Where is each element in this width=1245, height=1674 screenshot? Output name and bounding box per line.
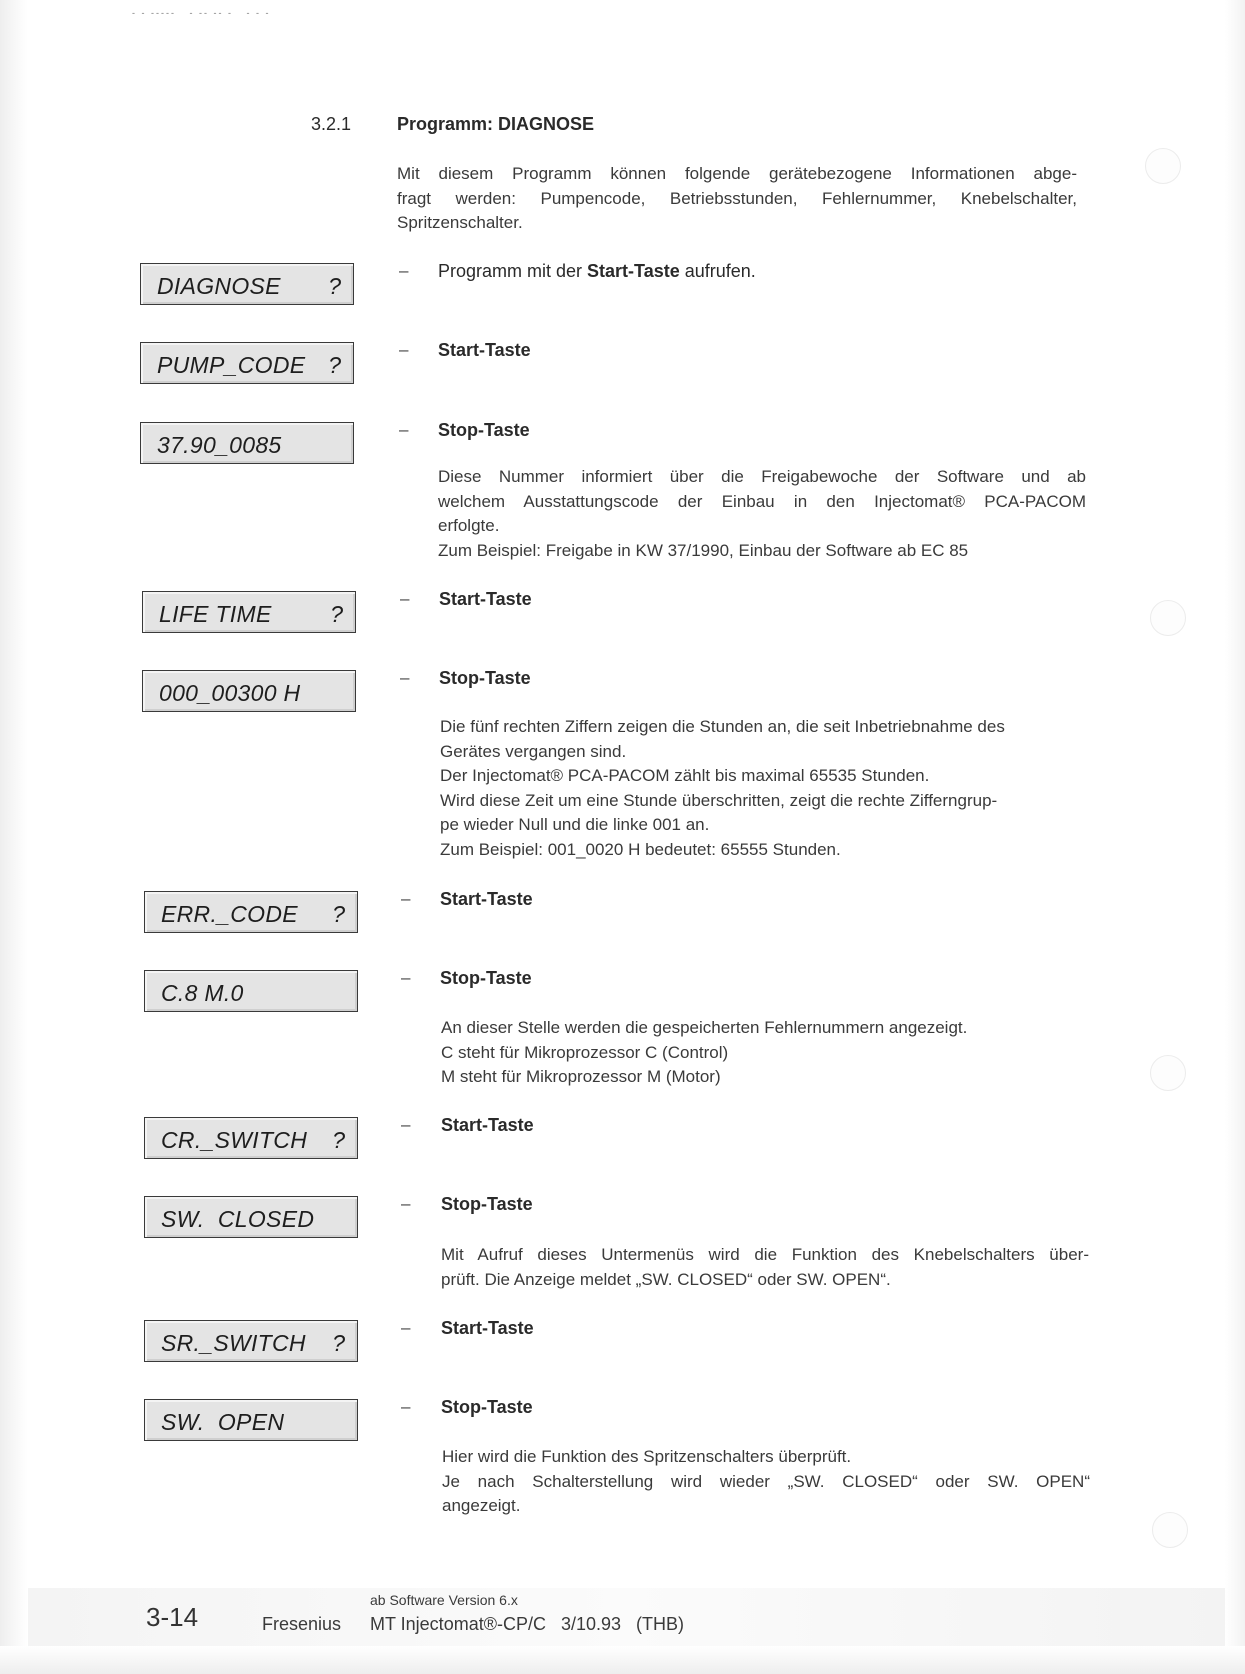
lcd-question-mark: ?: [332, 1330, 345, 1356]
step-instruction: Start-Taste: [438, 340, 531, 360]
footer-document-id: MT Injectomat®-CP/C 3/10.93 (THB): [370, 1614, 685, 1634]
lcd-display: [144, 1320, 358, 1362]
lcd-display: [144, 891, 358, 933]
step-instruction: Start-Taste: [439, 589, 532, 609]
lcd-display: [140, 263, 354, 305]
lcd-display: [144, 1117, 358, 1159]
step-instruction: Start-Taste: [441, 1318, 534, 1338]
step-instruction: Stop-Taste: [441, 1397, 533, 1417]
step-instruction: Start-Taste: [441, 1115, 534, 1135]
page-number: 3-14: [146, 1602, 199, 1632]
lcd-display: [142, 670, 356, 712]
step-instruction: Stop-Taste: [441, 1194, 533, 1214]
scan-shadow-right: [1225, 0, 1245, 1674]
punch-hole-icon: [1145, 148, 1181, 184]
description-paragraph: An dieser Stelle werden die gespeicherten Fehlernummern angezeigt. C steht für Mikroprozessor C (Control) M steht für Mikroprozessor M (Motor): [441, 1018, 968, 1086]
list-dash: –: [401, 1318, 411, 1337]
step-instruction: Stop-Taste: [440, 968, 532, 988]
lcd-display: [144, 1399, 358, 1441]
step-instruction: Programm mit der Start-Taste aufrufen.: [438, 261, 756, 281]
list-dash: –: [400, 668, 410, 687]
lcd-question-mark: ?: [328, 352, 341, 378]
lcd-text: SW. OPEN: [161, 1409, 285, 1435]
list-dash: –: [399, 261, 409, 280]
list-dash: –: [401, 1115, 411, 1134]
lcd-display: [144, 970, 358, 1012]
lcd-question-mark: ?: [328, 273, 341, 299]
lcd-text: ERR._CODE: [161, 901, 298, 927]
lcd-text: SR._SWITCH: [161, 1330, 306, 1356]
punch-hole-icon: [1150, 600, 1186, 636]
lcd-text: DIAGNOSE: [157, 273, 281, 299]
list-dash: –: [400, 589, 410, 608]
punch-hole-icon: [1150, 1055, 1186, 1091]
step-instruction: Start-Taste: [440, 889, 533, 909]
footer-version: ab Software Version 6.x: [370, 1592, 518, 1608]
section-number: 3.2.1: [311, 114, 352, 134]
lcd-text: LIFE TIME: [159, 601, 272, 627]
list-dash: –: [401, 1397, 411, 1416]
scan-shadow-bottom: [0, 1646, 1245, 1674]
lcd-display: [144, 1196, 358, 1238]
list-dash: –: [401, 889, 411, 908]
description-paragraph: Hier wird die Funktion des Spritzenschalters überprüft. Je nach Schalterstellung wird wieder „SW. CLOSED“ oder SW. OPEN“ angezeigt.: [442, 1447, 1090, 1515]
lcd-text: C.8 M.0: [161, 980, 244, 1006]
lcd-display: [140, 422, 354, 464]
scan-shadow-left: [0, 0, 28, 1674]
lcd-text: PUMP_CODE: [157, 352, 306, 378]
punch-hole-icon: [1152, 1512, 1188, 1548]
lcd-text: CR._SWITCH: [161, 1127, 308, 1153]
lcd-display: [142, 591, 356, 633]
list-dash: –: [401, 968, 411, 987]
lcd-question-mark: ?: [332, 1127, 345, 1153]
scan-top-marks: ‐ ‐ ‐‐‐‐‐ ‐ ‐‐ ‐‐ ‐ ‐ ‐ ‐: [132, 8, 271, 18]
list-dash: –: [401, 1194, 411, 1213]
intro-paragraph: Mit diesem Programm können folgende gerätebezogene Informationen abge- fragt werden: Pumpencode, Betriebsstunden, Fehlernummer, Knebelschalter, Spritzenschalter.: [397, 164, 1077, 232]
step-instruction: Stop-Taste: [438, 420, 530, 440]
lcd-display: [140, 342, 354, 384]
list-dash: –: [399, 420, 409, 439]
lcd-text: 37.90_0085: [157, 432, 282, 458]
footer-company: Fresenius: [262, 1614, 342, 1634]
lcd-question-mark: ?: [330, 601, 343, 627]
lcd-text: 000_00300 H: [159, 680, 301, 706]
lcd-question-mark: ?: [332, 901, 345, 927]
section-title: Programm: DIAGNOSE: [397, 114, 595, 134]
description-paragraph: Mit Aufruf dieses Untermenüs wird die Funktion des Knebelschalters über- prüft. Die Anzeige meldet „SW. CLOSED“ oder SW. OPEN“.: [441, 1245, 1089, 1289]
step-instruction: Stop-Taste: [439, 668, 531, 688]
description-paragraph: Diese Nummer informiert über die Freigabewoche der Software und ab welchem Ausstattungscode der Einbau in den Injectomat® PCA-PACOM erfolgte. Zum Beispiel: Freigabe in KW 37/1990, Einbau der Software ab EC 85: [438, 467, 1086, 560]
description-paragraph: Die fünf rechten Ziffern zeigen die Stunden an, die seit Inbetriebnahme des Gerätes vergangen sind. Der Injectomat® PCA-PACOM zählt bis maximal 65535 Stunden. Wird diese Zeit um eine Stunde überschritten, zeigt die rechte Zifferngrup- pe wieder Null und die linke 001 an. Zum Beispiel: 001_0020 H bedeutet: 65555 Stunden.: [440, 717, 1005, 859]
list-dash: –: [399, 340, 409, 359]
lcd-text: SW. CLOSED: [161, 1206, 315, 1232]
